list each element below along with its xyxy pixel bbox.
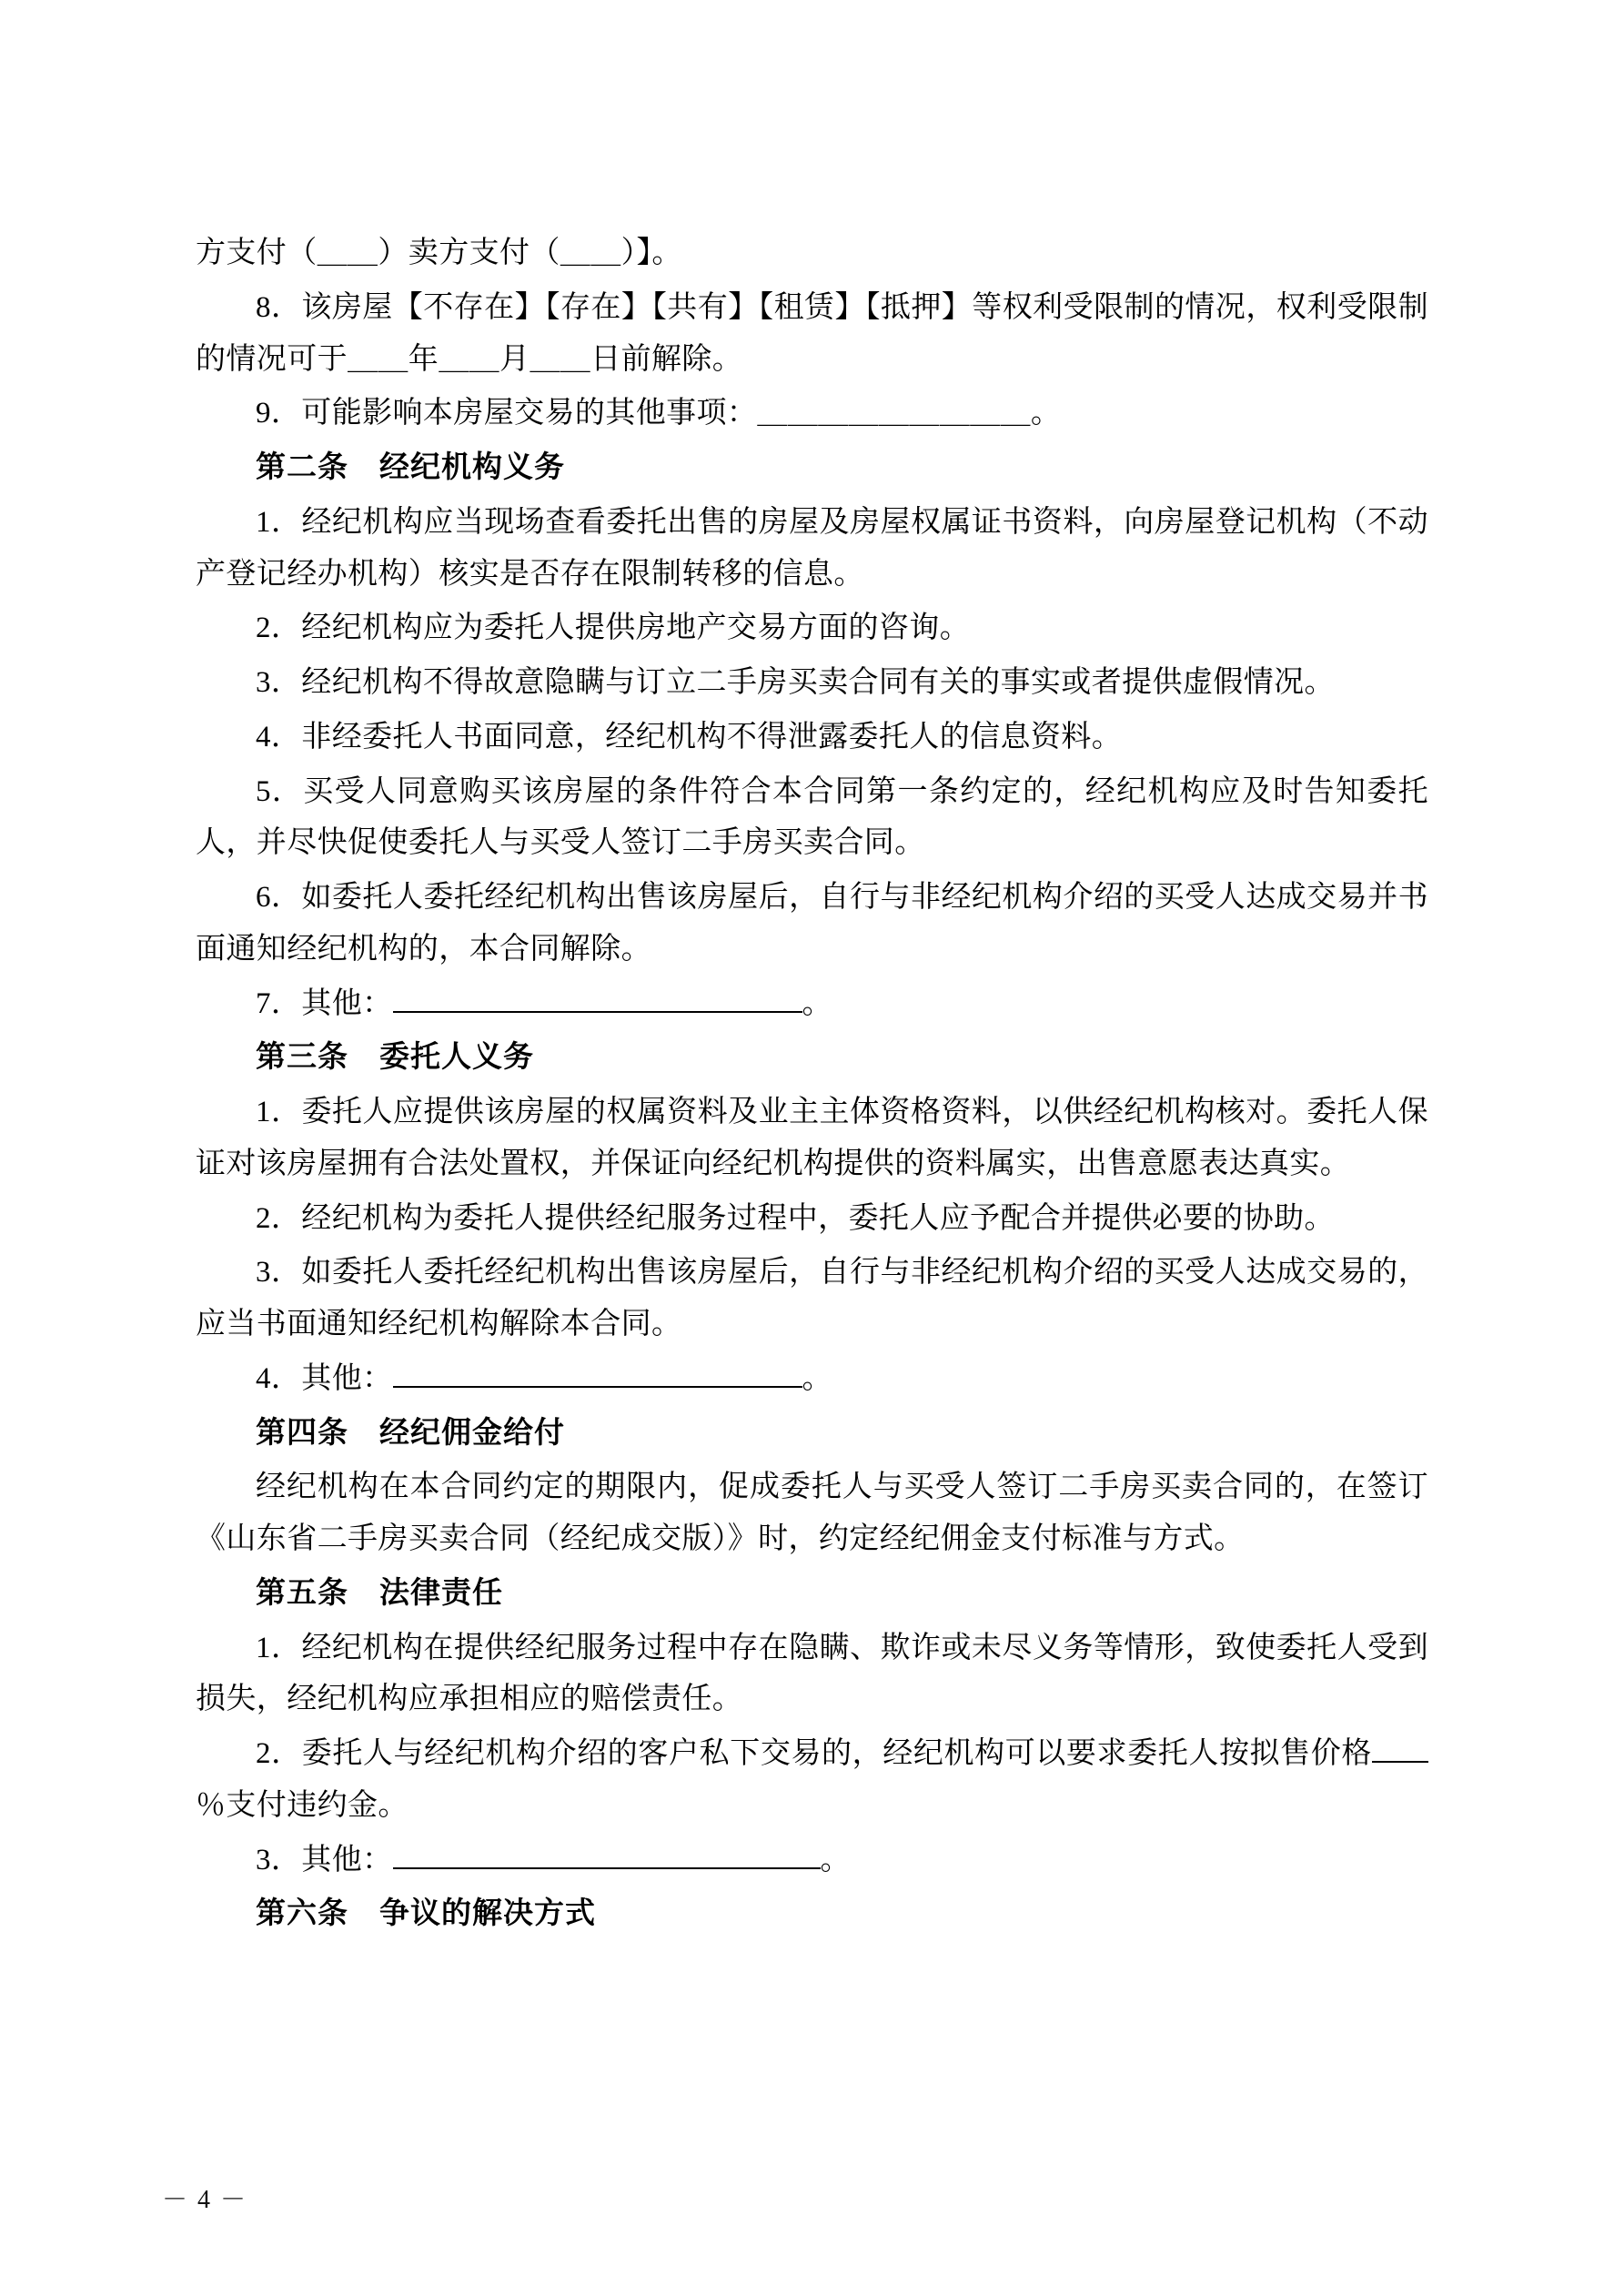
article-3-heading: 第三条 委托人义务: [256, 1041, 534, 1075]
article-5-heading: 第五条 法律责任: [256, 1576, 503, 1610]
article-5-item-1: 1．经纪机构在提供经纪服务过程中存在隐瞒、欺诈或未尽义务等情形，致使委托人受到损失，经纪机构应承担相应的赔偿责任。: [196, 1631, 1428, 1716]
article-5-item-2-suffix: ％支付违约金。: [196, 1788, 409, 1822]
article-3-item-1: 1．委托人应提供该房屋的权属资料及业主主体资格资料，以供经纪机构核对。委托人保证对该房屋拥有合法处置权，并保证向经纪机构提供的资料属实，出售意愿表达真实。: [196, 1096, 1428, 1180]
article-2-item-7-prefix: 7．其他：: [256, 986, 393, 1020]
article-3-item-4-suffix: 。: [802, 1361, 832, 1395]
article-5-item-3-prefix: 3．其他：: [256, 1843, 393, 1876]
article-5-item-3-suffix: 。: [820, 1843, 851, 1876]
article-2-item-3: 3．经纪机构不得故意隐瞒与订立二手房买卖合同有关的事实或者提供虚假情况。: [256, 666, 1335, 699]
clause-1-item-8: 8．该房屋【不存在】【存在】【共有】【租赁】【抵押】等权利受限制的情况，权利受限制的情况可于＿＿年＿＿月＿＿日前解除。: [196, 290, 1428, 376]
document-body: [196, 228, 1428, 1940]
article-3-item-4: [196, 1353, 1428, 1405]
clause-1-item-9: 9．可能影响本房屋交易的其他事项：＿＿＿＿＿＿＿＿＿。: [256, 397, 1062, 430]
article-5-item-3: [196, 1835, 1428, 1886]
paragraph-continuation: 方支付（＿＿）卖方支付（＿＿）】。: [196, 237, 682, 269]
article-2-item-1: 1．经纪机构应当现场查看委托出售的房屋及房屋权属证书资料，向房屋登记机构（不动产登记经办机构）核实是否存在限制转移的信息。: [196, 505, 1428, 591]
article-2-item-7-fill-blank[interactable]: [393, 1011, 802, 1013]
page-number: － 4 －: [162, 2186, 248, 2214]
article-4-heading: 第四条 经纪佣金给付: [256, 1416, 565, 1450]
article-5-item-3-fill-blank[interactable]: [393, 1867, 821, 1869]
article-2-heading: 第二条 经纪机构义务: [256, 451, 565, 484]
article-2-item-6: 6．如委托人委托经纪机构出售该房屋后，自行与非经纪机构介绍的买受人达成交易并书面通知经纪机构的，本合同解除。: [196, 881, 1428, 966]
article-6-heading: 第六条 争议的解决方式: [256, 1897, 596, 1931]
article-3-item-4-fill-blank[interactable]: [393, 1386, 802, 1388]
article-3-item-2: 2．经纪机构为委托人提供经纪服务过程中，委托人应予配合并提供必要的协助。: [256, 1201, 1335, 1235]
article-2-item-4: 4．非经委托人书面同意，经纪机构不得泄露委托人的信息资料。: [256, 720, 1123, 754]
article-5-item-2-percent-blank[interactable]: [1372, 1761, 1428, 1763]
article-2-item-5: 5．买受人同意购买该房屋的条件符合本合同第一条约定的，经纪机构应及时告知委托人，并尽快促使委托人与买受人签订二手房买卖合同。: [196, 774, 1428, 860]
article-2-item-2: 2．经纪机构应为委托人提供房地产交易方面的咨询。: [256, 612, 971, 645]
article-5-item-2: [196, 1728, 1428, 1832]
article-3-item-4-prefix: 4．其他：: [256, 1361, 393, 1395]
article-2-item-7-suffix: 。: [802, 986, 832, 1020]
article-5-item-2-prefix: 2．委托人与经纪机构介绍的客户私下交易的，经纪机构可以要求委托人按拟售价格: [256, 1737, 1372, 1770]
article-4-body: 经纪机构在本合同约定的期限内，促成委托人与买受人签订二手房买卖合同的，在签订《山东省二手房买卖合同（经纪成交版）》时，约定经纪佣金支付标准与方式。: [196, 1471, 1428, 1555]
article-3-item-3: 3．如委托人委托经纪机构出售该房屋后，自行与非经纪机构介绍的买受人达成交易的，应当书面通知经纪机构解除本合同。: [196, 1256, 1428, 1340]
article-2-item-7: [196, 978, 1428, 1030]
